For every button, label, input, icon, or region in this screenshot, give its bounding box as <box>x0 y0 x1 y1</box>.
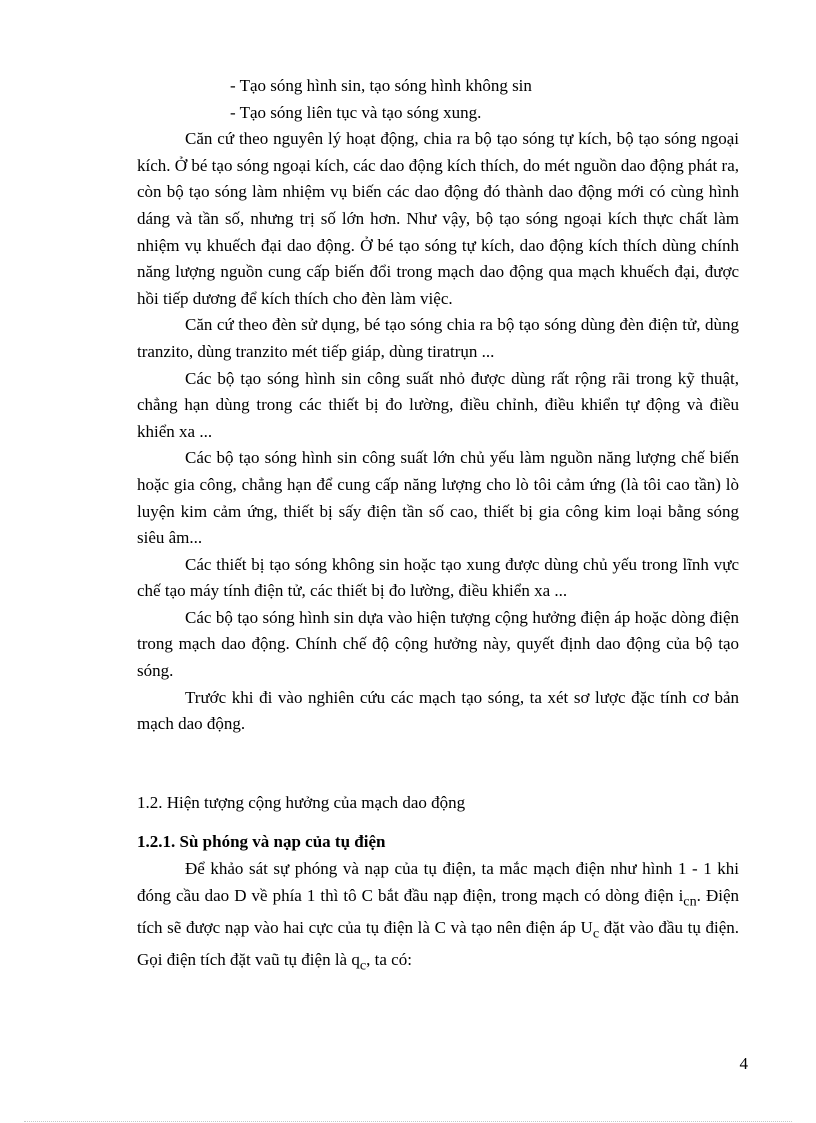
subscript: cn <box>683 893 697 910</box>
paragraph-text: Để khảo sát sự phóng và nạp của tụ điện, ta mắc mạch điện như hình 1 - 1 khi đóng cầu dao D về phía 1 thì tô C bắt đầu nạp điện, trong mạch có dòng điện i <box>137 859 739 905</box>
section-heading: 1.2. Hiện tượng cộng hưởng của mạch dao động <box>137 792 466 812</box>
paragraph: Căn cứ theo nguyên lý hoạt động, chia ra bộ tạo sóng tự kích, bộ tạo sóng ngoại kích. Ở bé tạo sóng ngoại kích, các dao động kích thích, do mét nguồn dao động phát ra, còn bộ tạo sóng làm nhiệm vụ biến các dao động đó thành dao động mới có cùng hình dáng và tần số, nhưng trị số lớn hơn. Như vậy, bộ tạo sóng ngoại kích thực chất làm nhiệm vụ khuếch đại dao động. Ở bé tạo sóng tự kích, dao động kích thích dùng chính năng lượng nguồn cung cấp biến đổi trong mạch dao động qua mạch khuếch đại, được hồi tiếp dương để kích thích cho đèn làm việc. <box>137 129 739 308</box>
paragraph: Các bộ tạo sóng hình sin công suất lớn chủ yếu làm nguồn năng lượng chế biến hoặc gia công, chẳng hạn để cung cấp năng lượng cho lò tôi cảm ứng (là tôi cao tần) lò luyện kim cảm ứng, thiết bị sấy điện tần số cao, thiết bị gia công kim loại bằng sóng siêu âm... <box>137 448 739 548</box>
paragraph: Các bộ tạo sóng hình sin dựa vào hiện tượng cộng hưởng điện áp hoặc dòng điện trong mạch dao động. Chính chế độ cộng hưởng này, quyết định dao động của bộ tạo sóng. <box>137 607 739 681</box>
paragraph-text: , ta có: <box>366 949 412 969</box>
subscript: c <box>359 956 367 973</box>
footer-divider <box>24 1121 792 1122</box>
paragraph: Các thiết bị tạo sóng không sin hoặc tạo xung được dùng chủ yếu trong lĩnh vực chế tạo máy tính điện tử, các thiết bị đo lường, điều khiển xa ... <box>137 554 739 601</box>
subsection-heading: 1.2.1. Sù phóng và nạp của tụ điện <box>137 832 386 852</box>
paragraph: Các bộ tạo sóng hình sin công suất nhỏ được dùng rất rộng rãi trong kỹ thuật, chẳng hạn dùng trong các thiết bị đo lường, điều chỉnh, điều khiển tự động và điều khiển xa ... <box>137 368 739 441</box>
paragraph <box>137 856 739 979</box>
paragraph-text: . Điện tích sẽ được nạp vào hai cực của tụ điện là C và tạo nên điện áp U <box>137 885 739 937</box>
page-content <box>137 73 739 979</box>
subscript: c <box>592 925 600 941</box>
paragraph: Trước khi đi vào nghiên cứu các mạch tạo sóng, ta xét sơ lược đặc tính cơ bản mạch dao động. <box>137 687 739 734</box>
page-number: 4 <box>739 1054 748 1073</box>
bullet-item: - Tạo sóng liên tục và tạo sóng xung. <box>230 102 482 122</box>
bullet-item: - Tạo sóng hình sin, tạo sóng hình không sin <box>230 76 532 95</box>
paragraph: Căn cứ theo đèn sử dụng, bé tạo sóng chia ra bộ tạo sóng dùng đèn điện tử, dùng tranzito, dùng tranzito mét tiếp giáp, dùng tiratrụn ... <box>137 315 739 361</box>
paragraph-text: đặt vào đầu tụ điện. Gọi điện tích đặt vaũ tụ điện là q <box>137 917 739 969</box>
